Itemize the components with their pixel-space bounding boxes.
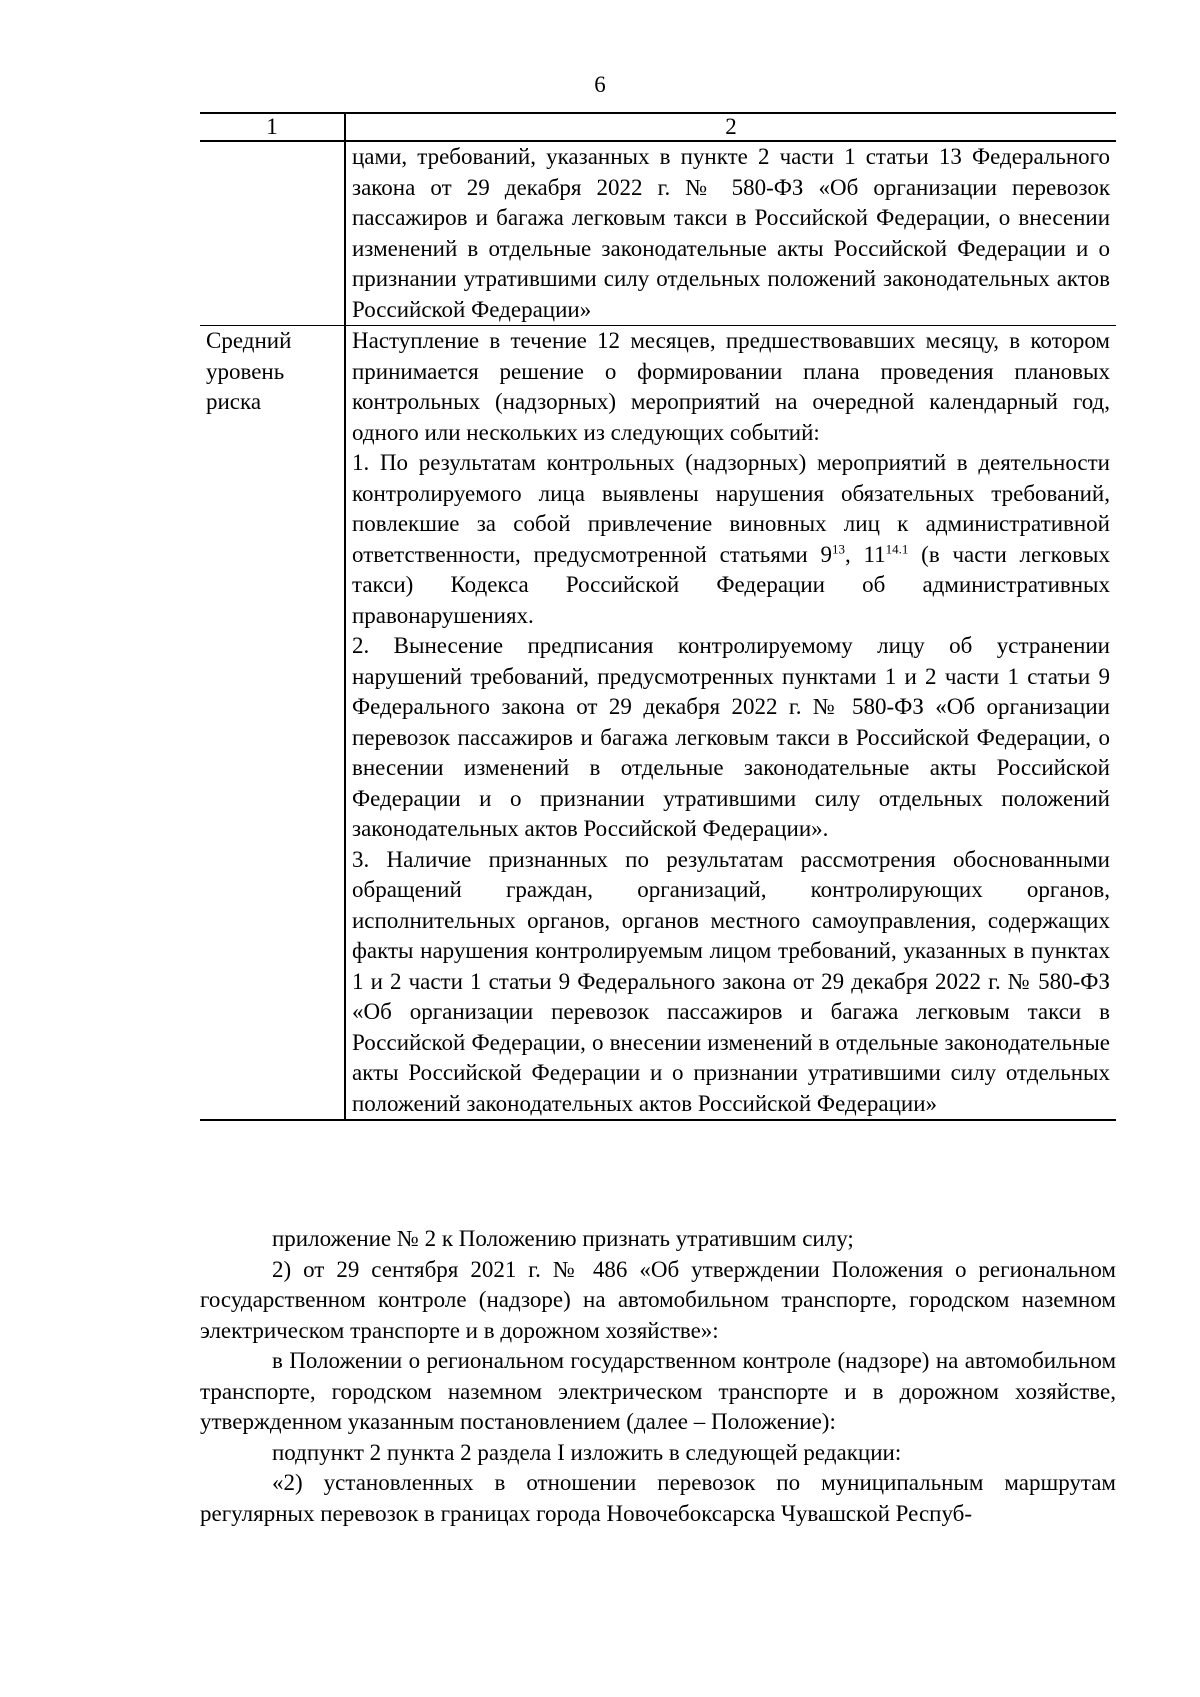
table-header-col1: 1 — [200, 113, 345, 141]
criteria-item-1-text-a: 1. По результатам контрольных (надзорных) мероприятий в деятельности контролируемого лица выявлены нарушения обязательных требований, повлекшие за собой привлечение виновных лиц к административной ответственности, предусмотренной статьями 9 — [352, 450, 1110, 567]
article-superscript-1: 13 — [831, 540, 845, 556]
criteria-text: цами, требований, указанных в пункте 2 части 1 статьи 13 Федерального закона от 29 декабря 2022 г. № 580-ФЗ «Об организации перевозок пассажиров и багажа легковым такси в Российской Федерации, о внесении изменений в отдельные законодательные акты Российской Федерации и о признании утратившими силу отдельных положений законодательных актов Российской Федерации» — [352, 144, 1110, 322]
risk-level-label: Средний уровень риска — [206, 328, 292, 414]
criteria-item-1 — [352, 448, 1110, 631]
criteria-item-2: 2. Вынесение предписания контролируемому лицу об устранении нарушений требований, предусмотренных пунктами 1 и 2 части 1 статьи 9 Федерального закона от 29 декабря 2022 г. № 580-ФЗ «Об организации перевозок пассажиров и багажа легковым такси в Российской Федерации, о внесении изменений в отдельные законодательные акты Российской Федерации и о признании утратившими силу отдельных положений законодательных актов Российской Федерации». — [352, 633, 1110, 841]
table-cell-criteria — [345, 141, 1116, 326]
criteria-item-1-text-c: (в части легковых такси) Кодекса Российской Федерации об административных правонарушениях. — [352, 541, 1110, 628]
table-row — [200, 141, 1116, 326]
body-paragraph: приложение № 2 к Положению признать утратившим силу; — [272, 1226, 854, 1251]
body-paragraph: подпункт 2 пункта 2 раздела I изложить в следующей редакции: — [272, 1439, 902, 1465]
criteria-item-1-text-b: , 11 — [844, 541, 886, 567]
table-cell-risk-level — [200, 326, 345, 1121]
page-number: 6 — [594, 72, 606, 97]
risk-criteria-table — [200, 112, 1116, 1121]
article-superscript-2: 14.1 — [885, 540, 909, 556]
table-header-row — [200, 113, 1116, 141]
criteria-item-3: 3. Наличие признанных по результатам рассмотрения обоснованными обращений граждан, организаций, контролирующих органов, исполнительных органов, органов местного самоуправления, содержащих факты нарушения контролируемым лицом требований, указанных в пунктах 1 и 2 части 1 статьи 9 Федерального закона от 29 декабря 2022 г. № 580-ФЗ «Об организации перевозок пассажиров и багажа легковым такси в Российской Федерации, о внесении изменений в отдельные законодательные акты Российской Федерации и о признании утратившими силу отдельных положений законодательных актов Российской Федерации» — [352, 846, 1110, 1116]
table-cell-criteria — [345, 326, 1116, 1121]
body-paragraph: «2) установленных в отношении перевозок по муниципальным маршрутам регулярных перевозок в границах города Новочебоксарска Чувашской Респуб- — [200, 1470, 1116, 1526]
table-row — [200, 326, 1116, 1121]
body-paragraph: 2) от 29 сентября 2021 г. № 486 «Об утверждении Положения о региональном государственном контроле (надзоре) на автомобильном транспорте, городском наземном электрическом транспорте и в дорожном хозяйстве»: — [200, 1256, 1116, 1343]
body-paragraph: в Положении о региональном государственном контроле (надзоре) на автомобильном транспорте, городском наземном электрическом транспорте и в дорожном хозяйстве, утвержденном указанным постановлением (далее – Положение): — [200, 1348, 1116, 1434]
document-body — [200, 1224, 1116, 1529]
table-cell-risk-level — [200, 141, 345, 326]
criteria-intro: Наступление в течение 12 месяцев, предшествовавших месяцу, в котором принимается решение о формировании плана проведения плановых контрольных (надзорных) мероприятий на очередной календарный год, одного или нескольких из следующих событий: — [352, 328, 1110, 445]
table-header-col2: 2 — [345, 113, 1116, 141]
